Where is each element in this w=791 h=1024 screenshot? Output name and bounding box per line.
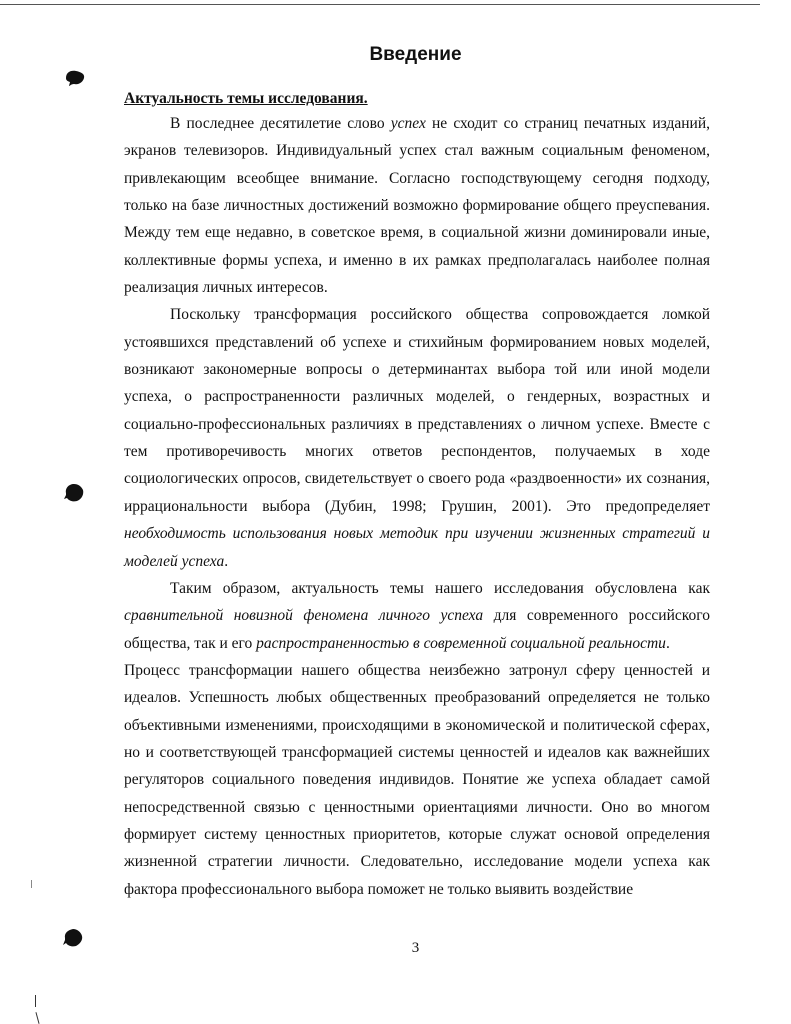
page-title: Введение xyxy=(369,44,462,65)
paragraph-2: Поскольку трансформация российского общества сопровождается ломкой устоявшихся представлений об успехе и стихийным формированием новых моделей, возникают закономерные вопросы о детерминантах выбора той или иной модели успеха, о распространенности различных моделей, о гендерных, возрастных и социально-профессиональных различиях в представлениях о личном успехе. Вместе с тем противоречивость многих ответов респондентов, получаемых в ходе социологических опросов, свидетельствует о своего рода «раздвоенности» их сознания, иррациональности выбора (Дубин, 1998; Грушин, 2001). Это предопределяет необходимость использования новых методик при изучении жизненных стратегий и моделей успеха. xyxy=(124,306,710,570)
scan-edge-mark xyxy=(31,880,32,888)
scan-edge-mark xyxy=(35,995,36,1007)
scan-border-line xyxy=(0,4,760,5)
punch-hole-icon xyxy=(63,483,85,503)
punch-hole-icon xyxy=(64,69,86,87)
paragraph-4: Процесс трансформации нашего общества неизбежно затронул сферу ценностей и идеалов. Успешность любых общественных преобразований определяется не только объективными изменениями, происходящими в экономической и политической сферах, но и соответствующей трансформацией системы ценностей и идеалов как важнейших регуляторов социального поведения индивидов. Понятие же успеха обладает самой непосредственной связью с ценностными ориентациями личности. Оно во многом формирует систему ценностных приоритетов, которые служат основой определения жизненной стратегии личности. Следовательно, исследование модели успеха как фактора профессионального выбора поможет не только выявить воздействие xyxy=(124,661,710,898)
scan-edge-mark xyxy=(35,1012,39,1024)
section-heading: Актуальность темы исследования. xyxy=(124,90,368,107)
body-text xyxy=(124,110,710,903)
paragraph-3: Таким образом, актуальность темы нашего исследования обусловлена как сравнительной новизной феномена личного успеха для современного российского общества, так и его распространенностью в современной социальной реальности. xyxy=(124,579,710,652)
page-number: 3 xyxy=(411,940,420,956)
paragraph-1: В последнее десятилетие слово успех не сходит со страниц печатных изданий, экранов телевизоров. Индивидуальный успех стал важным социальным феноменом, привлекающим всеобщее внимание. Согласно господствующему сегодня подходу, только на базе личностных достижений возможно формирование общего преуспевания. Между тем еще недавно, в советское время, в социальной жизни доминировали иные, коллективные формы успеха, и именно в их рамках предполагалась наиболее полная реализация личных интересов. xyxy=(124,115,711,297)
